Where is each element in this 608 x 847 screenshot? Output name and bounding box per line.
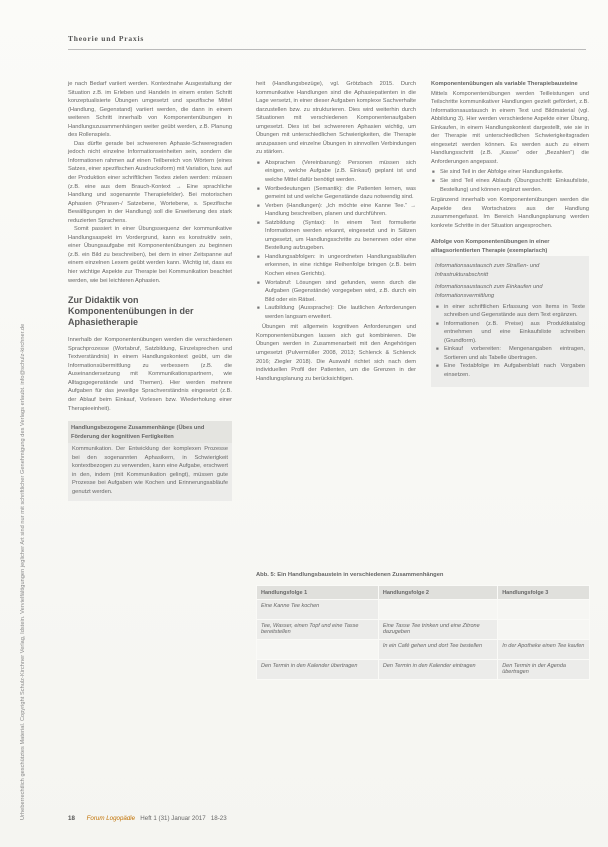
bullet-list bbox=[256, 159, 416, 321]
info-box bbox=[431, 256, 589, 386]
table-cell: Eine Kanne Tee kochen bbox=[257, 600, 379, 620]
header-rule bbox=[68, 49, 586, 50]
table-cell: Den Termin in den Kalender eintragen bbox=[378, 660, 497, 680]
bullet-list bbox=[435, 303, 585, 380]
paragraph: Mittels Komponentenübungen werden Teilleistungen und Teilschritte kommunikativer Handlungen gezielt gefördert, z.B. Informationsaustausch in einem Text und Bildmaterial (vgl. Abbildung 3). Hier werden verschiedene Aspekte einer Übung, Einkaufen, in einem Handlungskontext dargestellt, wie sie in der Therapie mit unterschiedlichen Schwierigkeitsgraden eingesetzt werden können. Es werden auch zu einem Handlungsschritt (z.B. „Kasse“ oder „Bezahlen“) die Anforderungen angepasst. bbox=[431, 90, 589, 165]
page-number: 18 bbox=[68, 815, 75, 822]
paragraph: Ergänzend innerhalb von Komponentenübungen werden die Aspekte des Wortschatzes aus der Handlung zusammengefasst. Im Bereich Handlungsplanung werden konkrete Schritte in der Situation angesprochen. bbox=[431, 197, 589, 229]
list-item: ■ Lautbildung (Aussprache): Die lautlichen Anforderungen werden langsam erweitert. bbox=[256, 304, 416, 321]
column-3 bbox=[431, 80, 589, 387]
table-cell: Den Termin in den Kalender übertragen bbox=[257, 660, 379, 680]
list-item: ■ in einer schriftlichen Erfassung von Items in Texte schreiben und Gegenstände aus dem Text ergänzen. bbox=[435, 303, 585, 320]
paragraph: Kommunikation. Der Entwicklung der komplexen Prozesse bei den sogenannten Aphasikern, in Schwierigkeit kontextbezogen zu verwenden, kann eine Aufgabe, erschwert in den, indem (mit Kommunikation gelingt), müssen gute Prozesse bei Aufgaben wie Kochen und Erinnerungsabläufe genutzt werden. bbox=[72, 446, 228, 495]
journal-name: Forum Logopädie bbox=[86, 815, 136, 822]
figure-table bbox=[256, 585, 590, 680]
column-2 bbox=[256, 80, 416, 383]
copyright-sidebar: Urheberrechtlich geschütztes Material. Copyright Schulz-Kirchner Verlag, Idstein. Vervielfältigungen jeglicher Art sind nur mit schriftlicher Genehmigung des Verlags erlaubt. info@schulz-kirchner.de bbox=[20, 323, 26, 820]
list-item: ■ Absprachen (Vereinbarung): Personen müssen sich einigen, welche Aufgabe (z.B. Einkauf) geplant ist und welche Mittel dafür benötigt werden. bbox=[256, 159, 416, 185]
paragraph: Das dürfte gerade bei schwereren Aphasie-Schweregraden jedoch nicht einzelne Informationseinheiten sein, sondern die Informationen rahmen auf einen Teilbereich von Wörtern (eines Satzes, einer spezifischen Ausdrucksform) mit Variation, bzw. auf der Produktion einer schriftlichen Textes zielen werden: müssen (z.B. eine aus dem Brauch-Kontext → Eine sprachliche Handlung und sogenannte Therapiefelder). Bei motorischen Aphasien (Phrasen-/ Satzebene, Wortebene, s. Spezifische Bewältigungen in der Handlung) soll die Erweiterung des stark reduzierten Sprachens. bbox=[68, 140, 232, 224]
table-cell: Tee, Wasser, einen Topf und eine Tasse bereitstellen bbox=[257, 620, 379, 640]
list-item: ■ Einkauf vorbereiten: Mengenangaben eintragen, Sortieren und als Tabelle übertragen. bbox=[435, 345, 585, 362]
list-item: ■ Handlungsabfolgen: in ungeordneten Handlungsabläufen erkennen, in eine richtige Reihenfolge bringen (z.B. beim Kochen eines Gerichts). bbox=[256, 253, 416, 279]
table-row bbox=[257, 620, 590, 640]
table-row bbox=[257, 600, 590, 620]
list-item: ■ Sie sind Teil eines Ablaufs (Übungsschritt: Einkaufsliste, Bestellung) und können ergänzt werden. bbox=[431, 177, 589, 194]
paragraph: Innerhalb der Komponentenübungen werden die verschiedenen Sprachprozesse (Wortabruf, Satzbildung, Einzelsprechen und Textverständnis) in einem Handlungskontext geübt, um die Informationsübermittlung zu verbessern (z.B. die Auseinandersetzung mit Kommunikationspartnern, wie Alltagsgegenstände und Themen). Hier werden mehrere Aufgaben für das jeweilige Sprachverständnis eingesetzt (z.B. der Ablauf beim Einkauf, Vorlesen bzw. Wiederholung einer Therapieeinheit). bbox=[68, 337, 232, 412]
column-header: Handlungsfolge 2 bbox=[378, 586, 497, 600]
info-box-title: Handlungsbezogene Zusammenhänge (Übes und Förderung der kognitiven Fertigkeiten bbox=[68, 421, 232, 443]
issue-info: Heft 1 (31) Januar 2017 bbox=[140, 815, 206, 822]
table-row bbox=[257, 640, 590, 660]
column-header: Handlungsfolge 1 bbox=[257, 586, 379, 600]
table-cell: Eine Tasse Tee trinken und eine Zitrone dazugeben bbox=[378, 620, 497, 640]
paragraph: Übungen mit allgemein kognitiven Anforderungen und Komponentenübungen lassen sich gut kombinieren. Die Übungen werden in Zusammenarbeit mit den Angehörigen umgesetzt (Pulvermüller 2008, 2013; Schlenck & Schlenck 2016; Ziegler 2018). Die Auswahl richtet sich nach dem individuellen Profil der Patienten, um die Grenzen in der Handlungsplanung zu berücksichtigen. bbox=[256, 324, 416, 382]
figure-caption: Abb. 5: Ein Handlungsbaustein in verschiedenen Zusammenhängen bbox=[256, 572, 444, 578]
page-range: 18-23 bbox=[210, 815, 227, 822]
column-1 bbox=[68, 80, 232, 501]
table-cell bbox=[498, 620, 590, 640]
section-rubric: Theorie und Praxis bbox=[68, 34, 145, 43]
paragraph: heit (Handlungsbezüge), vgl. Grötzbach 2015. Durch kommunikative Handlungen sind die Aphasiepatienten in die Lage versetzt, in einer dieser Aufgaben komplexe Sachverhalte darzustellen bzw. zu strukturieren. Dies wird weiterhin durch Situationen mit verschiedenen Komponentenaufgaben umgesetzt. Dies ist bei schwereren Aphasien wichtig, um Übungen mit unterschiedlichen Schwierigkeiten, die Therapie anzupassen und einzelne Übungen in sinnvollen Verbindungen zu stärken. bbox=[256, 81, 416, 156]
table-cell bbox=[257, 640, 379, 660]
table-header-row bbox=[257, 586, 590, 600]
section-heading: Zur Didaktik von Komponentenübungen in der Aphasietherapie bbox=[68, 295, 194, 328]
info-box bbox=[68, 443, 232, 501]
list-item: ■ Informationen (z.B. Preise) aus Produktkatalog entnehmen und eine Einkaufsliste schreiben (Grundform). bbox=[435, 320, 585, 346]
paragraph: je nach Bedarf variiert werden. Kontextnahe Ausgestaltung der Situation z.B. im Erleben und Handeln in einem ersten Schritt konzeptualisierte Übungen umgesetzt und spezifische Mittel (Handlung, Gegenstand) variiert werden, die dann in einem weiteren Schritt innerhalb von Komponentenübungen in Handlungszusammenhängen weiter geübt werden, z.B. Planung des Rollenspiels. bbox=[68, 81, 232, 139]
column-header: Handlungsfolge 3 bbox=[498, 586, 590, 600]
table-row bbox=[257, 660, 590, 680]
subheading: Komponentenübungen als variable Therapiebausteine bbox=[431, 81, 578, 87]
bullet-list bbox=[431, 168, 589, 194]
subheading: Abfolge von Komponentenübungen in einer alltagsorientierten Therapie (exemplarisch) bbox=[431, 239, 550, 254]
table-cell: In ein Café gehen und dort Tee bestellen bbox=[378, 640, 497, 660]
table-cell bbox=[498, 600, 590, 620]
list-item: ■ Satzbildung (Syntax): In einem Text formulierte Informationen werden erkannt, eingesetzt und in Sätzen umgesetzt, um Handlungsschritte zu benennen oder eine Bestellung aufzugeben. bbox=[256, 219, 416, 253]
figure-5 bbox=[256, 572, 590, 680]
list-item: ■ Wortbedeutungen (Semantik): die Patienten lernen, was gemeint ist und welche Gegenstände dazu notwendig sind. bbox=[256, 185, 416, 202]
info-box-subheading: Informationsaustausch zum Einkaufen und Informationsvermittlung bbox=[435, 284, 543, 300]
page-footer bbox=[68, 815, 227, 822]
paragraph: Somit passiert in einer Übungssequenz der kommunikative Handlungsaspekt im Vordergrund, kann es konstruktiv sein, einer Übungsaufgabe mit Komponentenübungen zu beginnen (z.B. ein Bild zu beschreiben), bei dem in einer Zeitspanne auf einem einzelnen Lexem geübt werden kann. Wichtig ist, dass es hier wichtige Aspekte zur Therapie bei Kommunikation beachtet werden, wie bei leichteren Aphasien. bbox=[68, 226, 232, 284]
list-item: ■ Sie sind Teil in der Abfolge einer Handlungskette. bbox=[431, 168, 589, 177]
list-item: ■ Eine Textabfolge im Aufgabenblatt nach Vorgaben einsetzen. bbox=[435, 362, 585, 379]
table-cell bbox=[378, 600, 497, 620]
table-cell: In der Apotheke einen Tee kaufen bbox=[498, 640, 590, 660]
table-cell: Den Termin in der Agenda übertragen bbox=[498, 660, 590, 680]
list-item: ■ Wortabruf: Lösungen sind gefunden, wenn durch die Aufgaben (Gegenstände) vorgegeben wird, z.B. durch ein Bild oder ein Rätsel. bbox=[256, 279, 416, 305]
info-box-subheading: Informationsaustausch zum Straßen- und Infrastrukturabschnitt bbox=[435, 263, 540, 278]
list-item: ■ Verben (Handlungen): „Ich möchte eine Kanne Tee.“ → Handlung beschreiben, planen und durchführen. bbox=[256, 202, 416, 219]
